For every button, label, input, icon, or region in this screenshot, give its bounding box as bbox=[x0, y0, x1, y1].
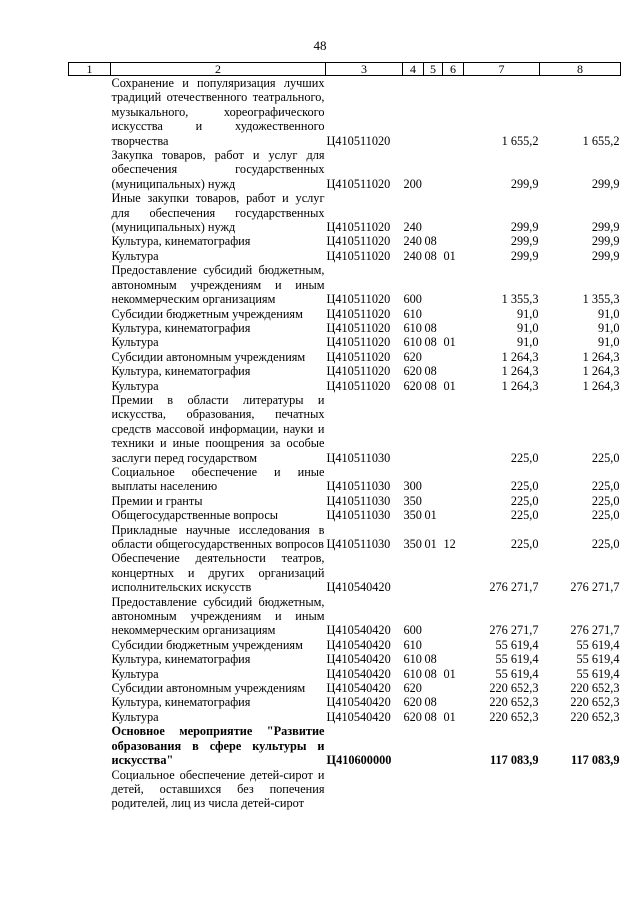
item-name: Общегосударственные вопросы bbox=[111, 508, 279, 523]
amount-col-8: 299,9 bbox=[591, 176, 620, 191]
header-row bbox=[69, 63, 621, 76]
blank-cell bbox=[69, 695, 111, 709]
subsection bbox=[443, 652, 464, 666]
target-code: Ц410511020 bbox=[326, 176, 391, 191]
target-code: Ц410511020 bbox=[326, 133, 391, 148]
table-row bbox=[69, 321, 621, 335]
subsection bbox=[443, 350, 464, 364]
amount-col-8: 55 619,4 bbox=[576, 637, 620, 652]
subsection bbox=[443, 191, 464, 234]
amount-col-7: 1 264,3 bbox=[501, 378, 539, 393]
item-name: Культура bbox=[111, 666, 159, 681]
subsection: 01 bbox=[443, 378, 456, 393]
section: 08 bbox=[424, 248, 437, 263]
expense-type bbox=[403, 768, 424, 811]
amount-col-7: 220 652,3 bbox=[489, 681, 539, 696]
subsection bbox=[443, 234, 464, 248]
table-row bbox=[69, 234, 621, 248]
subsection bbox=[443, 724, 464, 767]
amount-col-7: 225,0 bbox=[510, 508, 539, 523]
target-code: Ц410540420 bbox=[326, 652, 391, 667]
amount-col-7: 117 083,9 bbox=[489, 753, 539, 768]
section: 01 bbox=[424, 508, 437, 523]
blank-cell bbox=[69, 76, 111, 149]
blank-cell bbox=[69, 494, 111, 508]
subsection bbox=[443, 263, 464, 306]
table-body bbox=[69, 76, 621, 811]
table-row bbox=[69, 551, 621, 594]
blank-cell bbox=[69, 681, 111, 695]
expense-type: 620 bbox=[403, 364, 422, 379]
amount-col-7: 1 264,3 bbox=[501, 349, 539, 364]
section bbox=[424, 350, 443, 364]
blank-cell bbox=[69, 667, 111, 681]
target-code: Ц410511020 bbox=[326, 248, 391, 263]
target-code: Ц410600000 bbox=[326, 753, 392, 768]
expense-type: 610 bbox=[403, 320, 422, 335]
table-row bbox=[69, 595, 621, 638]
target-code: Ц410540420 bbox=[326, 637, 391, 652]
expense-type: 240 bbox=[403, 234, 422, 249]
header-col-6: 6 bbox=[443, 63, 464, 76]
amount-col-7: 1 355,3 bbox=[501, 292, 539, 307]
table-row bbox=[69, 263, 621, 306]
table-row bbox=[69, 724, 621, 767]
amount-col-8: 1 264,3 bbox=[582, 349, 620, 364]
section bbox=[424, 724, 443, 767]
amount-col-7: 225,0 bbox=[510, 493, 539, 508]
target-code: Ц410511020 bbox=[326, 378, 391, 393]
table-row bbox=[69, 307, 621, 321]
subsection: 12 bbox=[443, 537, 456, 551]
amount-col-8: 276 271,7 bbox=[570, 580, 620, 595]
target-code: Ц410511020 bbox=[326, 335, 391, 350]
item-name: Культура bbox=[111, 335, 159, 350]
amount-col-7: 225,0 bbox=[510, 450, 539, 465]
amount-col-7: 91,0 bbox=[516, 320, 539, 335]
table-row bbox=[69, 695, 621, 709]
blank-cell bbox=[69, 652, 111, 666]
blank-cell bbox=[69, 638, 111, 652]
target-code: Ц410511020 bbox=[326, 234, 391, 249]
section bbox=[424, 638, 443, 652]
table-row bbox=[69, 681, 621, 695]
section: 08 bbox=[424, 666, 437, 681]
target-code: Ц410511020 bbox=[326, 320, 391, 335]
amount-col-7: 299,9 bbox=[510, 176, 539, 191]
amount-col-7: 225,0 bbox=[510, 537, 539, 551]
amount-col-8: 225,0 bbox=[591, 493, 620, 508]
target-code: Ц410540420 bbox=[326, 666, 391, 681]
section bbox=[424, 393, 443, 465]
target-code: Ц410511030 bbox=[326, 493, 391, 508]
item-name: Субсидии автономным учреждениям bbox=[111, 349, 306, 364]
blank-cell bbox=[69, 148, 111, 191]
expense-type: 620 bbox=[403, 378, 422, 393]
blank-cell bbox=[69, 364, 111, 378]
amount-col-8: 299,9 bbox=[591, 234, 620, 249]
expense-type: 350 bbox=[403, 493, 422, 508]
section: 08 bbox=[424, 695, 437, 710]
expense-type: 620 bbox=[403, 681, 422, 696]
table-row bbox=[69, 148, 621, 191]
blank-cell bbox=[69, 724, 111, 767]
section bbox=[424, 595, 443, 638]
item-name: Премии в области литературы и искусства, образования, печатных средств массовой информации, науки и техники и иные поощрения за особые заслуги перед государством bbox=[111, 392, 325, 465]
subsection: 01 bbox=[443, 248, 456, 263]
table-row bbox=[69, 768, 621, 811]
amount-col-7: 55 619,4 bbox=[495, 637, 539, 652]
target-code: Ц410511020 bbox=[326, 349, 391, 364]
expense-type: 200 bbox=[403, 176, 422, 191]
table-row bbox=[69, 76, 621, 149]
section: 08 bbox=[424, 652, 437, 667]
table-row bbox=[69, 508, 621, 522]
blank-cell bbox=[69, 393, 111, 465]
amount-col-8: 225,0 bbox=[591, 450, 620, 465]
subsection bbox=[443, 508, 464, 522]
blank-cell bbox=[69, 551, 111, 594]
amount-col-7: 299,9 bbox=[510, 220, 539, 235]
amount-col-8: 55 619,4 bbox=[576, 652, 620, 667]
blank-cell bbox=[69, 710, 111, 724]
section: 08 bbox=[424, 378, 437, 393]
target-code: Ц410540420 bbox=[326, 580, 391, 595]
amount-col-8: 1 655,2 bbox=[582, 133, 620, 148]
table-row bbox=[69, 465, 621, 494]
expense-type: 600 bbox=[403, 292, 422, 307]
item-name: Основное мероприятие "Развитие образования в сфере культуры и искусства" bbox=[111, 724, 325, 768]
header-col-1: 1 bbox=[69, 63, 111, 76]
expense-type: 610 bbox=[403, 306, 422, 321]
section bbox=[424, 465, 443, 494]
item-name: Социальное обеспечение детей-сирот и детей, оставшихся без попечения родителей, лиц из числа детей-сирот bbox=[111, 767, 325, 811]
subsection bbox=[443, 307, 464, 321]
subsection bbox=[443, 321, 464, 335]
header-col-4: 4 bbox=[403, 63, 424, 76]
subsection: 01 bbox=[443, 666, 456, 681]
target-code: Ц410511030 bbox=[326, 479, 391, 494]
subsection bbox=[443, 465, 464, 494]
amount-col-7: 276 271,7 bbox=[489, 623, 539, 638]
table-row bbox=[69, 494, 621, 508]
item-name: Культура, кинематография bbox=[111, 695, 251, 710]
item-name: Культура bbox=[111, 709, 159, 724]
amount-col-7: 299,9 bbox=[510, 248, 539, 263]
item-name: Обеспечение деятельности театров, концертных и других организаций исполнительских искусств bbox=[111, 551, 325, 595]
amount-col-7: 55 619,4 bbox=[495, 666, 539, 681]
blank-cell bbox=[69, 249, 111, 263]
amount-col-7: 55 619,4 bbox=[495, 652, 539, 667]
blank-cell bbox=[69, 768, 111, 811]
expense-type bbox=[403, 76, 424, 149]
subsection bbox=[443, 681, 464, 695]
expense-type: 300 bbox=[403, 479, 422, 494]
amount-col-8: 91,0 bbox=[597, 306, 620, 321]
blank-cell bbox=[69, 508, 111, 522]
subsection bbox=[443, 768, 464, 811]
target-code: Ц410540420 bbox=[326, 709, 391, 724]
amount-col-8: 299,9 bbox=[591, 220, 620, 235]
item-name: Культура, кинематография bbox=[111, 234, 251, 249]
section bbox=[424, 494, 443, 508]
target-code: Ц410511030 bbox=[326, 537, 391, 551]
amount-col-8: 55 619,4 bbox=[576, 666, 620, 681]
target-code: Ц410511020 bbox=[326, 364, 391, 379]
expense-type bbox=[403, 551, 424, 594]
blank-cell bbox=[69, 321, 111, 335]
section bbox=[424, 76, 443, 149]
subsection bbox=[443, 148, 464, 191]
table-row bbox=[69, 393, 621, 465]
amount-col-7: 299,9 bbox=[510, 234, 539, 249]
item-name: Иные закупки товаров, работ и услуг для обеспечения государственных (муниципальных) нужд bbox=[111, 191, 325, 235]
subsection bbox=[443, 595, 464, 638]
amount-col-8: 220 652,3 bbox=[570, 709, 620, 724]
amount-col-8: 225,0 bbox=[591, 479, 620, 494]
amount-col-8: 299,9 bbox=[591, 248, 620, 263]
table-row bbox=[69, 191, 621, 234]
expense-type bbox=[403, 724, 424, 767]
blank-cell bbox=[69, 335, 111, 349]
blank-cell bbox=[69, 523, 111, 552]
table-row bbox=[69, 710, 621, 724]
blank-cell bbox=[69, 465, 111, 494]
expense-type: 610 bbox=[403, 666, 422, 681]
item-name: Предоставление субсидий бюджетным, автономным учреждениям и иным некоммерческим организациям bbox=[111, 594, 325, 638]
amount-col-7 bbox=[464, 768, 540, 811]
amount-col-8: 117 083,9 bbox=[570, 753, 620, 768]
item-name: Субсидии автономным учреждениям bbox=[111, 681, 306, 696]
blank-cell bbox=[69, 263, 111, 306]
amount-col-8: 225,0 bbox=[591, 508, 620, 523]
item-name: Предоставление субсидий бюджетным, автономным учреждениям и иным некоммерческим организациям bbox=[111, 263, 325, 307]
section: 08 bbox=[424, 709, 437, 724]
expense-type: 610 bbox=[403, 652, 422, 667]
blank-cell bbox=[69, 191, 111, 234]
amount-col-7: 91,0 bbox=[516, 335, 539, 350]
target-code: Ц410511020 bbox=[326, 292, 391, 307]
expense-type: 600 bbox=[403, 623, 422, 638]
section bbox=[424, 768, 443, 811]
item-name: Социальное обеспечение и иные выплаты населению bbox=[111, 464, 325, 494]
section: 08 bbox=[424, 320, 437, 335]
amount-col-8 bbox=[540, 768, 621, 811]
target-code: Ц410540420 bbox=[326, 695, 391, 710]
item-name: Культура, кинематография bbox=[111, 364, 251, 379]
section bbox=[424, 263, 443, 306]
item-name: Культура bbox=[111, 248, 159, 263]
section: 08 bbox=[424, 364, 437, 379]
expense-type: 610 bbox=[403, 637, 422, 652]
section bbox=[424, 551, 443, 594]
amount-col-8: 1 355,3 bbox=[582, 292, 620, 307]
table-row bbox=[69, 379, 621, 393]
expense-type: 610 bbox=[403, 335, 422, 350]
section: 08 bbox=[424, 335, 437, 350]
page-number: 48 bbox=[313, 38, 327, 53]
item-name: Прикладные научные исследования в области общегосударственных вопросов bbox=[111, 522, 325, 551]
amount-col-7: 225,0 bbox=[510, 479, 539, 494]
expense-type: 240 bbox=[403, 248, 422, 263]
item-name: Субсидии бюджетным учреждениям bbox=[111, 637, 303, 652]
header-col-5: 5 bbox=[424, 63, 443, 76]
item-name: Закупка товаров, работ и услуг для обеспечения государственных (муниципальных) нужд bbox=[111, 148, 325, 191]
section bbox=[424, 148, 443, 191]
expense-type bbox=[403, 393, 424, 465]
blank-cell bbox=[69, 379, 111, 393]
amount-col-7: 1 264,3 bbox=[501, 364, 539, 379]
item-name: Сохранение и популяризация лучших традиций отечественного театрального, музыкального, хореографического искусства и художественного творчества bbox=[111, 76, 325, 148]
target-code: Ц410540420 bbox=[326, 623, 391, 638]
amount-col-8: 91,0 bbox=[597, 335, 620, 350]
amount-col-8: 220 652,3 bbox=[570, 695, 620, 710]
subsection bbox=[443, 638, 464, 652]
expense-type: 620 bbox=[403, 695, 422, 710]
expense-type: 350 bbox=[403, 537, 422, 551]
target-code: Ц410511020 bbox=[326, 306, 391, 321]
table-row bbox=[69, 350, 621, 364]
section bbox=[424, 681, 443, 695]
amount-col-8: 276 271,7 bbox=[570, 623, 620, 638]
blank-cell bbox=[69, 595, 111, 638]
item-name: Культура bbox=[111, 378, 159, 393]
item-name: Культура, кинематография bbox=[111, 320, 251, 335]
subsection bbox=[443, 551, 464, 594]
target-code: Ц410511030 bbox=[326, 508, 391, 523]
section bbox=[424, 307, 443, 321]
header-col-2: 2 bbox=[111, 63, 326, 76]
subsection bbox=[443, 364, 464, 378]
expense-type: 620 bbox=[403, 709, 422, 724]
table-row bbox=[69, 249, 621, 263]
target-code: Ц410511020 bbox=[326, 220, 391, 235]
table-row bbox=[69, 523, 621, 552]
expense-type: 350 bbox=[403, 508, 422, 523]
section bbox=[424, 191, 443, 234]
table-row bbox=[69, 638, 621, 652]
amount-col-7: 91,0 bbox=[516, 306, 539, 321]
header-col-3: 3 bbox=[326, 63, 403, 76]
table-row bbox=[69, 652, 621, 666]
amount-col-8: 225,0 bbox=[591, 537, 620, 551]
blank-cell bbox=[69, 234, 111, 248]
table-header bbox=[69, 63, 621, 76]
amount-col-7: 220 652,3 bbox=[489, 695, 539, 710]
item-name: Субсидии бюджетным учреждениям bbox=[111, 306, 303, 321]
subsection bbox=[443, 76, 464, 149]
subsection bbox=[443, 393, 464, 465]
budget-table bbox=[68, 62, 621, 811]
header-col-8: 8 bbox=[540, 63, 621, 76]
target-code: Ц410540420 bbox=[326, 681, 391, 696]
amount-col-8: 1 264,3 bbox=[582, 378, 620, 393]
target-code: Ц410511030 bbox=[326, 450, 391, 465]
table-row bbox=[69, 667, 621, 681]
section: 08 bbox=[424, 234, 437, 249]
target-code bbox=[326, 768, 403, 811]
table-row bbox=[69, 364, 621, 378]
blank-cell bbox=[69, 307, 111, 321]
header-col-7: 7 bbox=[464, 63, 540, 76]
section: 01 bbox=[424, 537, 437, 551]
subsection: 01 bbox=[443, 335, 456, 350]
item-name: Премии и гранты bbox=[111, 493, 203, 508]
amount-col-7: 1 655,2 bbox=[501, 133, 539, 148]
expense-type: 240 bbox=[403, 220, 422, 235]
item-name: Культура, кинематография bbox=[111, 652, 251, 667]
subsection bbox=[443, 494, 464, 508]
table-row bbox=[69, 335, 621, 349]
blank-cell bbox=[69, 350, 111, 364]
amount-col-8: 1 264,3 bbox=[582, 364, 620, 379]
amount-col-8: 91,0 bbox=[597, 320, 620, 335]
subsection bbox=[443, 695, 464, 709]
amount-col-7: 220 652,3 bbox=[489, 709, 539, 724]
expense-type: 620 bbox=[403, 349, 422, 364]
amount-col-8: 220 652,3 bbox=[570, 681, 620, 696]
amount-col-7: 276 271,7 bbox=[489, 580, 539, 595]
subsection: 01 bbox=[443, 709, 456, 724]
